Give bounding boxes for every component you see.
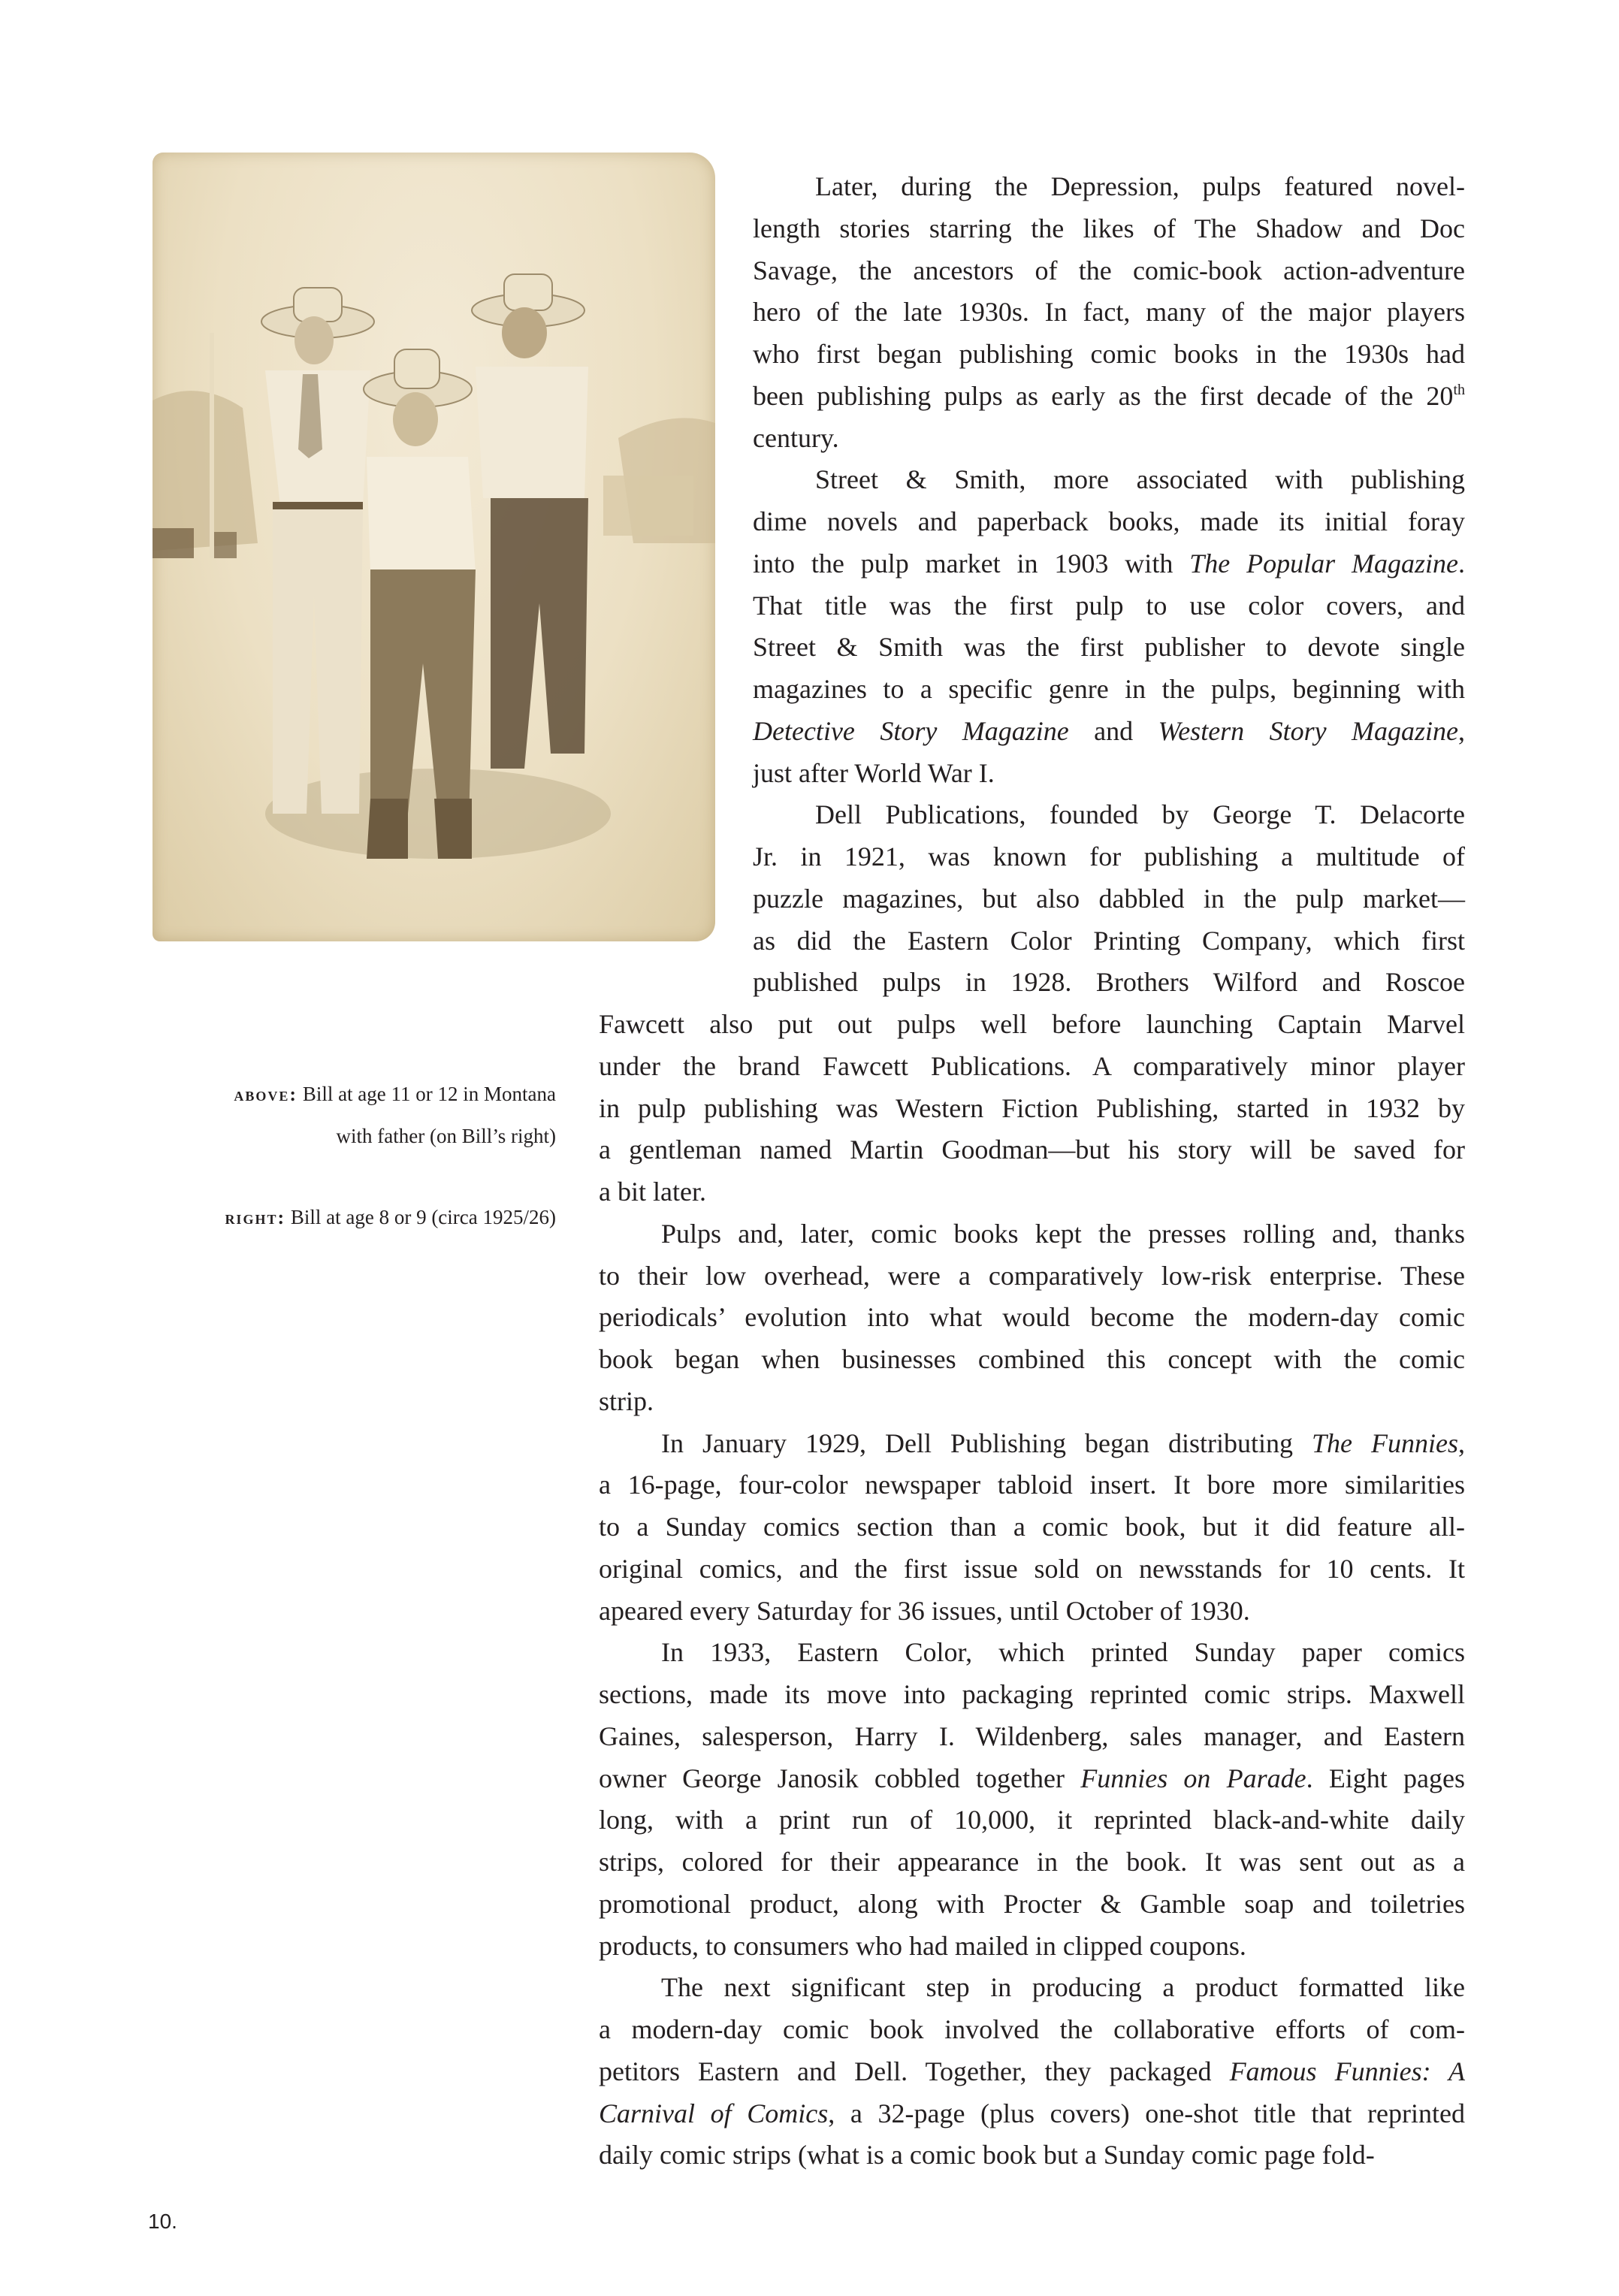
text-run: original comics, and the first issue sold on newsstands for 10 cents. It xyxy=(599,1553,1465,1584)
text-line xyxy=(599,1596,1465,1626)
text-run: That title was the first pulp to use color covers, and xyxy=(753,590,1465,621)
page-number: 10. xyxy=(148,2210,177,2233)
text-run: hero of the late 1930s. In fact, many of the major players xyxy=(753,297,1465,328)
text-run: Jr. in 1921, was known for publishing a multitude of xyxy=(753,841,1465,872)
text-line xyxy=(599,1344,1465,1374)
text-run: Savage, the ancestors of the comic-book action-adventure xyxy=(753,255,1465,285)
text-run: Later, during the Depression, pulps featured novel- xyxy=(815,171,1465,201)
text-line xyxy=(599,2098,1465,2128)
text-line xyxy=(661,1428,1465,1458)
text-line xyxy=(599,1386,1465,1416)
italic-title: Western Story Magazine xyxy=(1158,715,1458,746)
text-line xyxy=(599,1302,1465,1332)
text-line xyxy=(753,423,1465,453)
text-line xyxy=(753,674,1465,704)
text-run: In 1933, Eastern Color, which printed Sunday paper comics xyxy=(661,1637,1465,1668)
text-line xyxy=(753,339,1465,369)
text-line xyxy=(753,548,1465,579)
text-line xyxy=(599,1721,1465,1751)
text-line xyxy=(753,297,1465,327)
text-line xyxy=(661,1972,1465,2002)
text-run: a gentleman named Martin Goodman—but his story will be saved for xyxy=(599,1134,1465,1165)
text-run: length stories starring the likes of The Shadow and Doc xyxy=(753,213,1465,243)
text-run: . Eight pages xyxy=(1306,1763,1465,1793)
text-line xyxy=(599,2140,1465,2170)
text-run: puzzle magazines, but also dabbled in the pulp market— xyxy=(753,883,1465,914)
photo-illustration xyxy=(153,153,715,941)
text-run: a modern-day comic book involved the collaborative efforts of com- xyxy=(599,2014,1465,2044)
text-run: and xyxy=(1068,715,1158,746)
text-line xyxy=(599,1805,1465,1835)
text-line xyxy=(599,1763,1465,1793)
italic-title: The Popular Magazine xyxy=(1189,548,1458,579)
caption-above xyxy=(234,1080,556,1150)
text-line xyxy=(753,716,1465,746)
text-line xyxy=(753,591,1465,621)
text-run: apeared every Saturday for 36 issues, until October of 1930. xyxy=(599,1595,1250,1626)
text-run: daily comic strips (what is a comic book but a Sunday comic page fold- xyxy=(599,2140,1375,2171)
text-run: book began when businesses combined this concept with the comic xyxy=(599,1344,1465,1374)
text-run: The next significant step in producing a product formatted like xyxy=(661,1972,1465,2003)
text-run: products, to consumers who had mailed in clipped coupons. xyxy=(599,1930,1246,1961)
text-run: just after World War I. xyxy=(753,757,995,788)
italic-title: Carnival of Comics xyxy=(599,2098,829,2128)
text-line xyxy=(599,2014,1465,2044)
text-run: Dell Publications, founded by George T. Delacorte xyxy=(815,799,1465,830)
text-line xyxy=(815,464,1465,494)
text-line xyxy=(661,1637,1465,1667)
caption-right xyxy=(225,1204,556,1231)
text-run: th xyxy=(1453,381,1465,398)
text-run: who first began publishing comic books in the 1930s had xyxy=(753,339,1465,369)
text-line xyxy=(753,884,1465,914)
text-line xyxy=(753,758,1465,788)
text-line xyxy=(753,213,1465,243)
italic-title: The Funnies xyxy=(1312,1427,1458,1458)
caption-label: above: xyxy=(234,1083,298,1105)
text-run: owner George Janosik cobbled together xyxy=(599,1763,1081,1793)
caption-text: Bill at age 11 or 12 in Montana xyxy=(302,1083,556,1105)
text-line xyxy=(815,171,1465,201)
text-line xyxy=(599,1470,1465,1500)
text-line xyxy=(599,1177,1465,1207)
text-line xyxy=(599,1093,1465,1123)
text-line xyxy=(599,1261,1465,1291)
text-run: been publishing pulps as early as the first decade of the 20 xyxy=(753,380,1454,411)
text-run: magazines to a specific genre in the pulps, beginning with xyxy=(753,674,1465,704)
text-line xyxy=(599,1847,1465,1877)
text-run: Street & Smith was the first publisher to devote single xyxy=(753,632,1465,663)
text-line xyxy=(815,799,1465,829)
text-run: In January 1929, Dell Publishing began distributing xyxy=(661,1427,1312,1458)
text-run: , a 32-page (plus covers) one-shot title that reprinted xyxy=(828,2098,1465,2128)
text-run: Pulps and, later, comic books kept the presses rolling and, thanks xyxy=(661,1218,1465,1249)
text-line xyxy=(753,967,1465,997)
text-line xyxy=(599,1134,1465,1165)
text-run: Fawcett also put out pulps well before launching Captain Marvel xyxy=(599,1009,1465,1039)
text-run: strip. xyxy=(599,1385,654,1416)
text-run: strips, colored for their appearance in the book. It was sent out as a xyxy=(599,1847,1465,1877)
text-run: into the pulp market in 1903 with xyxy=(753,548,1190,579)
text-run: Gaines, salesperson, Harry I. Wildenberg, sales manager, and Eastern xyxy=(599,1720,1465,1751)
text-run: as did the Eastern Color Printing Company, which first xyxy=(753,925,1465,956)
text-line xyxy=(599,2056,1465,2086)
text-line xyxy=(661,1219,1465,1249)
text-run: in pulp publishing was Western Fiction Publishing, started in 1932 by xyxy=(599,1092,1465,1123)
italic-title: Famous Funnies: A xyxy=(1229,2056,1465,2086)
text-run: sections, made its move into packaging reprinted comic strips. Maxwell xyxy=(599,1679,1465,1709)
text-run: long, with a print run of 10,000, it reprinted black-and-white daily xyxy=(599,1805,1465,1835)
text-line xyxy=(753,506,1465,536)
text-run: century. xyxy=(753,422,839,453)
text-run: periodicals’ evolution into what would become the modern-day comic xyxy=(599,1302,1465,1333)
text-line xyxy=(599,1512,1465,1542)
text-line xyxy=(753,255,1465,285)
text-run: . xyxy=(1458,548,1465,579)
text-run: , xyxy=(1458,1427,1465,1458)
caption-text: with father (on Bill’s right) xyxy=(336,1125,556,1147)
text-run: petitors Eastern and Dell. Together, they packaged xyxy=(599,2056,1230,2086)
text-run: to a Sunday comics section than a comic book, but it did feature all- xyxy=(599,1512,1465,1542)
italic-title: Detective Story Magazine xyxy=(753,715,1069,746)
text-line xyxy=(599,1889,1465,1919)
italic-title: Funnies on Parade xyxy=(1080,1763,1306,1793)
text-run: under the brand Fawcett Publications. A comparatively minor player xyxy=(599,1050,1465,1081)
text-run: Street & Smith, more associated with publishing xyxy=(815,464,1465,495)
text-line xyxy=(599,1931,1465,1961)
text-run: , xyxy=(1457,715,1465,746)
text-line xyxy=(753,381,1465,411)
text-run: a 16-page, four-color newspaper tabloid insert. It bore more similarities xyxy=(599,1470,1465,1500)
caption-label: right: xyxy=(225,1207,286,1228)
text-line xyxy=(599,1554,1465,1584)
text-run: promotional product, along with Procter & Gamble soap and toiletries xyxy=(599,1888,1465,1919)
text-run: published pulps in 1928. Brothers Wilford and Roscoe xyxy=(753,967,1465,998)
text-line xyxy=(753,926,1465,956)
vintage-photograph xyxy=(153,153,715,941)
text-line xyxy=(599,1679,1465,1709)
text-run: dime novels and paperback books, made its initial foray xyxy=(753,506,1465,536)
text-line xyxy=(753,632,1465,662)
text-line xyxy=(599,1009,1465,1039)
text-line xyxy=(599,1051,1465,1081)
text-run: to their low overhead, were a comparatively low-risk enterprise. These xyxy=(599,1260,1465,1291)
text-run: a bit later. xyxy=(599,1177,706,1207)
text-line xyxy=(753,841,1465,872)
caption-text: Bill at age 8 or 9 (circa 1925/26) xyxy=(290,1206,556,1228)
